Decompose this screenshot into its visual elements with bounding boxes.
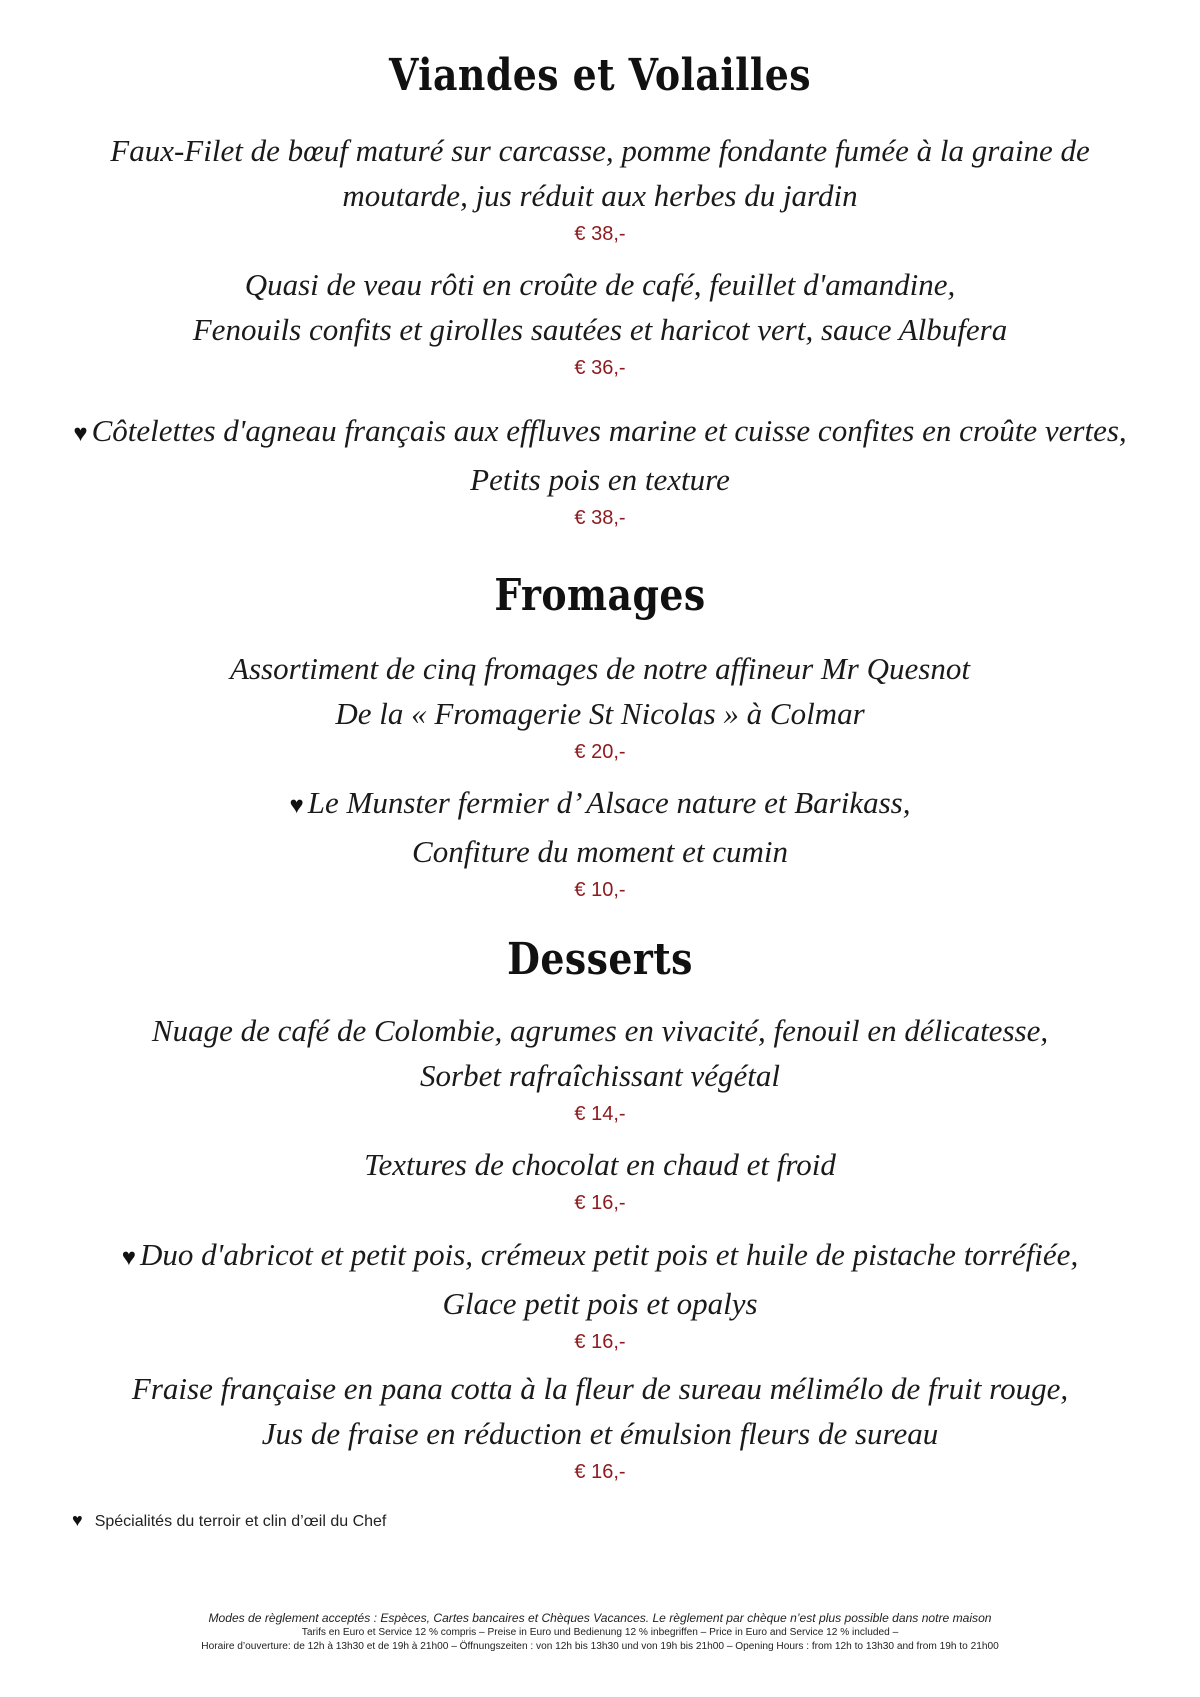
section-title-desserts: Desserts (507, 934, 693, 985)
heart-icon: ♥ (72, 1510, 83, 1530)
dish-description-line: Sorbet rafraîchissant végétal (420, 1058, 780, 1093)
dish-munster (60, 780, 1140, 904)
tariffs-note: Tarifs en Euro et Service 12 % compris – Preise in Euro und Bedienung 12 % inbegriffen – Price in Euro and Service 12 % included – (301, 1627, 899, 1638)
dish-cotelettes-agneau (60, 408, 1140, 532)
dish-description-line: Nuage de café de Colombie, agrumes en vivacité, fenouil en délicatesse, (151, 1013, 1049, 1048)
dish-description-line (60, 780, 1140, 829)
dish-description-line: Quasi de veau rôti en croûte de café, feuillet d'amandine, (244, 267, 956, 302)
dish-duo-abricot (60, 1232, 1140, 1356)
dish-description-text: Le Munster fermier d’ Alsace nature et Barikass, (307, 785, 911, 820)
heart-icon: ♥ (121, 1245, 137, 1271)
legend-text: Spécialités du terroir et clin d’œil du Chef (94, 1513, 387, 1530)
dish-description-text: Côtelettes d'agneau français aux effluves marine et cuisse confites en croûte vertes, (91, 413, 1127, 448)
opening-hours-note: Horaire d’ouverture: de 12h à 13h30 et de 19h à 21h00 – Öffnungszeiten : von 12h bis 13h30 und von 19h bis 21h00 – Opening Hours : from 12h to 13h30 and from 19h to 21h00 (201, 1641, 999, 1652)
dish-nuage-de-cafe (60, 1008, 1140, 1128)
dish-description-line: Glace petit pois et opalys (442, 1286, 758, 1321)
dish-description-line: Confiture du moment et cumin (412, 834, 788, 869)
dish-price: € 36,- (574, 357, 626, 379)
dish-price: € 38,- (574, 507, 626, 529)
dish-description-line: Assortiment de cinq fromages de notre affineur Mr Quesnot (230, 651, 970, 686)
dish-price: € 16,- (574, 1192, 626, 1214)
dish-description-line: Faux-Filet de bœuf maturé sur carcasse, pomme fondante fumée à la graine de (110, 133, 1090, 168)
dish-description-text: Duo d'abricot et petit pois, crémeux petit pois et huile de pistache torréfiée, (140, 1237, 1079, 1272)
heart-icon: ♥ (289, 793, 304, 819)
dish-description-line: De la « Fromagerie St Nicolas » à Colmar (335, 696, 865, 731)
dish-assortiment-fromages (60, 646, 1140, 766)
dish-description-line: Fenouils confits et girolles sautées et haricot vert, sauce Albufera (192, 312, 1008, 347)
dish-price: € 20,- (574, 741, 626, 763)
specialties-legend (72, 1510, 386, 1531)
section-title-fromages: Fromages (494, 570, 706, 621)
section-title-viandes: Viandes et Volailles (389, 50, 811, 101)
footer (0, 1610, 1200, 1654)
dish-quasi-de-veau (60, 262, 1140, 382)
dish-description-line (60, 408, 1140, 457)
payment-methods-note: Modes de règlement acceptés : Espèces, Cartes bancaires et Chèques Vacances. Le règlement par chèque n’est plus possible dans notre maison (208, 1611, 992, 1625)
dish-price: € 10,- (574, 879, 626, 901)
dish-price: € 38,- (574, 223, 626, 245)
dish-description-line (60, 1232, 1140, 1281)
dish-description-line: Petits pois en texture (470, 462, 730, 497)
dish-price: € 16,- (574, 1331, 626, 1353)
dish-fraise-pana-cotta (60, 1366, 1140, 1486)
dish-description-line: Fraise française en pana cotta à la fleur de sureau mélimélo de fruit rouge, (131, 1371, 1069, 1406)
dish-textures-chocolat (60, 1142, 1140, 1217)
dish-description-line: moutarde, jus réduit aux herbes du jardin (342, 178, 858, 213)
heart-icon: ♥ (73, 421, 88, 447)
dish-faux-filet (60, 128, 1140, 248)
dish-price: € 14,- (574, 1103, 626, 1125)
dish-description-line: Jus de fraise en réduction et émulsion fleurs de sureau (261, 1416, 939, 1451)
dish-description-line: Textures de chocolat en chaud et froid (364, 1147, 836, 1182)
dish-price: € 16,- (574, 1461, 626, 1483)
